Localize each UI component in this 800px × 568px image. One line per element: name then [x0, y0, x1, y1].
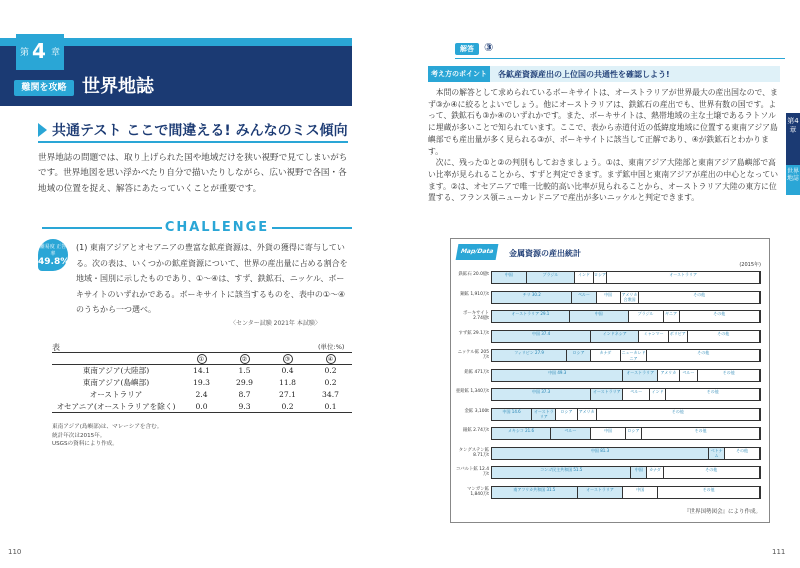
- table-cell: 0.2: [324, 378, 337, 387]
- bar-label: 鉛鉱 471万t: [464, 369, 489, 375]
- bar-label: 銅鉱 1,910万t: [460, 291, 489, 297]
- map-data-logo: Map/Data: [456, 244, 499, 260]
- point-box: [428, 66, 780, 82]
- table-cell: 1.5: [238, 366, 251, 376]
- mineral-table: [52, 352, 352, 413]
- bar-segment: 中国: [631, 467, 647, 478]
- bar-segment: インド: [650, 389, 666, 400]
- bar-segment: ブラジル: [527, 272, 575, 283]
- map-data-title: 金属資源の産出統計: [509, 249, 581, 258]
- bar-segment: 中国 37.3: [492, 389, 591, 400]
- bar-segment: インドネシア: [591, 331, 639, 342]
- table-header-4: ④: [309, 353, 352, 365]
- side-chapter-tab: 第4章: [786, 113, 800, 165]
- bar-segment: 中国 49.3: [492, 370, 623, 381]
- bar-segment: ロシア: [594, 272, 607, 283]
- bar-segment: 南アフリカ共和国 31.5: [492, 487, 578, 498]
- bar-row: [491, 427, 761, 440]
- bar-segment: ロシア: [626, 428, 642, 439]
- bar-row: [491, 369, 761, 382]
- accuracy-label: 難易度 正答率: [39, 244, 67, 257]
- table-note: 統計年次は2015年。: [52, 432, 106, 439]
- bar-label: ニッケル鉱 205万t: [457, 350, 489, 360]
- table-cell: 0.4: [281, 366, 294, 376]
- challenge-divider: [42, 218, 352, 238]
- page-number-right: 111: [772, 548, 786, 556]
- table-cell: 19.3: [193, 378, 210, 387]
- accuracy-value: 49.8%: [38, 257, 70, 267]
- bar-segment: その他: [642, 428, 760, 439]
- bar-segment: その他: [647, 350, 760, 361]
- bar-row: [491, 271, 761, 284]
- bar-segment: ペルー: [572, 292, 596, 303]
- bar-segment: その他: [639, 292, 760, 303]
- table-notes: [52, 423, 162, 449]
- bar-segment: オーストラリア: [532, 409, 556, 420]
- mistake-heading: [38, 117, 348, 143]
- point-tag: 考え方のポイント: [428, 66, 490, 82]
- table-header-2: ②: [223, 353, 266, 365]
- table-row-name: オセアニア(オーストラリアを除く): [52, 401, 180, 413]
- bar-row: [491, 349, 761, 362]
- bar-segment: 中国: [597, 292, 621, 303]
- bar-segment: メキシコ 21.6: [492, 428, 551, 439]
- map-data-source: 『世界国勢図会』により作成。: [683, 509, 761, 515]
- answer-tag: 解答: [455, 43, 479, 55]
- bar-segment: その他: [666, 389, 760, 400]
- table-note: USGSの資料により作成。: [52, 441, 118, 448]
- table-row: [52, 401, 352, 413]
- bar-label: すず鉱 29.1万t: [458, 330, 489, 336]
- table-unit: (単位:%): [318, 343, 345, 351]
- bar-segment: ロシア: [567, 350, 591, 361]
- map-data-box: [450, 238, 770, 523]
- table-row: [52, 377, 352, 389]
- bar-segment: オーストラリア: [623, 370, 658, 381]
- bar-row: [491, 466, 761, 479]
- bar-segment: ペルー: [623, 389, 650, 400]
- bar-row: [491, 310, 761, 323]
- chapter-number-box: [16, 34, 64, 70]
- page-number-left: 110: [8, 548, 22, 556]
- bar-label: 金鉱 3,100t: [464, 408, 489, 414]
- chapter-tag: 難関を攻略: [14, 80, 74, 96]
- bar-segment: その他: [725, 448, 760, 459]
- accuracy-badge: [38, 239, 68, 271]
- table-row: [52, 365, 352, 377]
- bar-segment: アメリカ合衆国: [621, 292, 640, 303]
- bar-label: 銀鉱 2.74万t: [462, 428, 489, 433]
- question-text: (1) 東南アジアとオセアニアの豊富な鉱産資源は、外貨の獲得に寄与している。次の表は、いくつかの鉱産資源について、世界の産出量に占める割合を地域・国別に示したものであり、①〜④は、すず、鉄鉱石、ニッケル、ボーキサイトのいずれかである。ボーキサイトに該当するものを、表中の①〜④のうちから一つ選べ。: [76, 243, 348, 315]
- table-cell: 27.1: [279, 390, 296, 399]
- bar-row: [491, 486, 761, 499]
- mistake-title: 共通テスト ここで間違える! みんなのミス傾向: [52, 123, 348, 139]
- table-cell: 34.7: [322, 390, 339, 399]
- point-text: 各鉱産資源産出の上位国の共通性を確認しよう!: [498, 70, 670, 79]
- table-cell: 8.7: [238, 390, 251, 399]
- bar-segment: インド: [575, 272, 594, 283]
- bar-segment: 中国: [591, 428, 626, 439]
- bar-segment: その他: [658, 487, 760, 498]
- side-chapter-subtab: 世界地誌: [786, 165, 800, 195]
- table-cell: 14.1: [193, 366, 210, 376]
- answer-number: ③: [484, 41, 494, 54]
- bar-segment: カナダ: [591, 350, 620, 361]
- bar-segment: 中国: [623, 487, 658, 498]
- bar-segment: オーストラリア: [578, 487, 624, 498]
- bar-label: タングステン鉱 8.71万t: [458, 447, 489, 458]
- bar-segment: アメリカ: [658, 370, 679, 381]
- bar-row: [491, 408, 761, 421]
- table-cell: 0.1: [309, 401, 352, 413]
- table-row-name: オーストラリア: [89, 390, 143, 399]
- bar-segment: その他: [680, 311, 760, 322]
- bar-segment: その他: [698, 370, 760, 381]
- table-header-row: [52, 353, 352, 365]
- bar-segment: ペルー: [680, 370, 699, 381]
- bar-segment: ベトナム: [709, 448, 725, 459]
- bar-segment: フィリピン 27.9: [492, 350, 567, 361]
- explanation-paragraph-2: 次に、残った①と②の判別もしておきましょう。①は、東南アジア大陸部と東南アジア島嶼部で高い比率が見られることから、すずと判定できます。まず鉱中国と東南アジアが産出の中心となっています。②は、オセアニアで唯一比較的高い比率が見られることから、オーストラリア大陸の東方に位置する、フランス領ニューカレドニアで産出が多いニッケルと判定できます。: [428, 158, 778, 203]
- table-cell: 11.8: [279, 378, 296, 387]
- bar-segment: カナダ: [647, 467, 663, 478]
- bar-segment: ボリビア: [669, 331, 688, 342]
- bar-segment: ギニア: [664, 311, 680, 322]
- bar-label: 亜鉛鉱 1,340万t: [455, 389, 489, 394]
- chapter-number: 4: [32, 39, 46, 63]
- table-note: 東南アジア(島嶼部)は、マレーシアを含む。: [52, 424, 163, 430]
- chapter-prefix: 第: [20, 48, 30, 58]
- bar-label: コバルト鉱 12.4万t: [455, 467, 489, 477]
- table-cell: 0.2: [324, 366, 337, 376]
- bar-row: [491, 447, 761, 460]
- table-cell: 9.3: [223, 401, 266, 413]
- bar-segment: その他: [688, 331, 760, 342]
- bar-segment: コンゴ民主共和国 51.5: [492, 467, 631, 478]
- bar-row: [491, 330, 761, 343]
- bar-segment: その他: [597, 409, 760, 420]
- table-row-name: 東南アジア(大陸部): [82, 366, 150, 376]
- bar-row: [491, 291, 761, 304]
- explanation: [428, 87, 780, 204]
- bar-segment: 中国 14.6: [492, 409, 532, 420]
- chapter-suffix: 章: [50, 48, 60, 58]
- table-row: [52, 389, 352, 401]
- table-cell: 29.9: [236, 378, 253, 387]
- table-row-name: 東南アジア(島嶼部): [82, 378, 150, 387]
- bar-segment: オーストラリア: [591, 389, 623, 400]
- table-cell: 2.4: [195, 390, 208, 399]
- chapter-title: 世界地誌: [82, 76, 154, 97]
- bar-segment: オーストラリア 29.1: [492, 311, 570, 322]
- bar-label: ボーキサイト 2.74億t: [462, 311, 489, 321]
- bar-segment: 中国: [570, 311, 629, 322]
- map-data-year: (2015年): [739, 262, 761, 268]
- table-header-3: ③: [266, 353, 309, 365]
- triangle-arrow-icon: [38, 123, 47, 137]
- explanation-paragraph-1: 本問の解答として求められているボーキサイトは、オーストラリアが世界最大の産出国なので、まず③か④に絞るとよいでしょう。他にオーストラリアは、鉄鉱石の産出でも、世界有数の国です。よって、鉄鉱石も③か④のいずれかです。また、ボーキサイトは、熱帯地域の主な土壌であるラトソルに埋蔵が多いことで知られています。ここで、表から赤道付近の低緯度地域に位置する東南アジア島嶼部でも産出量が多く見られる③が、ボーキサイトに該当して正解であり、④が鉄鉱石とわかります。: [428, 88, 778, 156]
- question-source: 〈センター試験 2021年 本試験〉: [230, 320, 321, 327]
- bar-segment: ロシア: [556, 409, 577, 420]
- bar-segment: アメリカ: [578, 409, 597, 420]
- table-cell: 0.0: [180, 401, 223, 413]
- bar-segment: その他: [664, 467, 760, 478]
- bar-segment: ミャンマー: [639, 331, 668, 342]
- bar-segment: ブラジル: [629, 311, 664, 322]
- bar-segment: ニューカレドニア: [621, 350, 646, 361]
- bar-segment: 中国 37.4: [492, 331, 591, 342]
- table-title: 表: [52, 343, 60, 352]
- table-cell: 0.2: [266, 401, 309, 413]
- bar-row: [491, 388, 761, 401]
- bar-segment: チリ 30.2: [492, 292, 572, 303]
- bar-segment: ペルー: [551, 428, 591, 439]
- bar-segment: オーストラリア: [607, 272, 760, 283]
- bar-label: マンガン鉱 1,840万t: [467, 486, 489, 497]
- right-page: [400, 0, 800, 568]
- bar-label: 鉄鉱石 20.0億t: [458, 272, 489, 277]
- bar-segment: 中国: [492, 272, 527, 283]
- challenge-label: CHALLENGE: [162, 218, 272, 238]
- bar-segment: 中国 81.3: [492, 448, 709, 459]
- answer-underline: [455, 58, 785, 59]
- table-header-empty: [52, 353, 180, 365]
- table-header-1: ①: [180, 353, 223, 365]
- intro-text: 世界地誌の問題では、取り上げられた国や地域だけを狭い視野で見てしまいがちです。世界地図を思い浮かべたり自分で描いたりしながら、広い視野で各国・各地域の位置を捉え、解答にあたっていくことが重要です。: [38, 153, 348, 194]
